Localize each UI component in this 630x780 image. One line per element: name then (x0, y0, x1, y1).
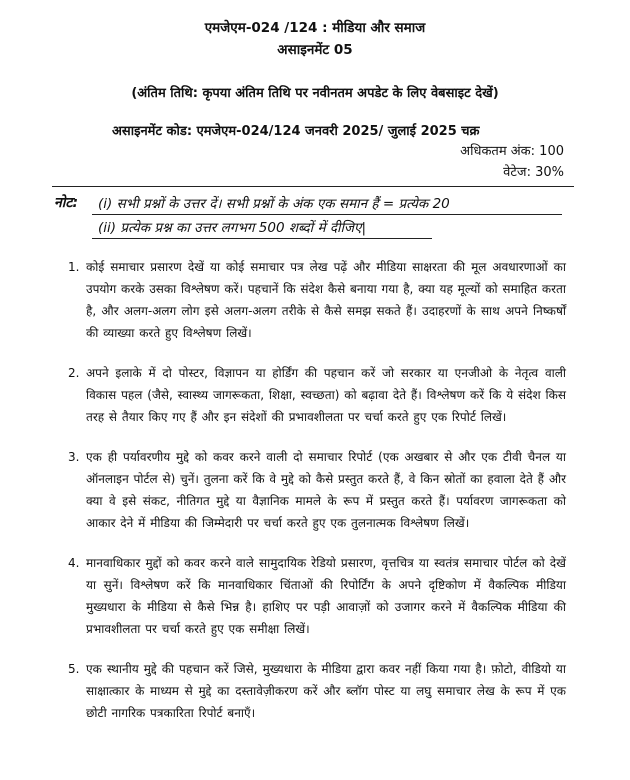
assignment-number: असाइनमेंट 05 (277, 42, 353, 58)
question-item-3 (68, 446, 566, 534)
note-label: नोट: (54, 195, 79, 211)
question-number: 2. (68, 366, 80, 380)
course-title: एमजेएम-024 /124 : मीडिया और समाज (204, 20, 426, 36)
deadline-note: (अंतिम तिथि: कृपया अंतिम तिथि पर नवीनतम अपडेट के लिए वेबसाइट देखें) (131, 86, 499, 101)
question-number: 5. (68, 662, 80, 676)
question-item-2 (68, 362, 566, 428)
question-list (68, 256, 566, 742)
note-underline-2 (92, 238, 432, 239)
question-text: मानवाधिकार मुद्दों को कवर करने वाले सामुदायिक रेडियो प्रसारण, वृत्तचित्र या स्वतंत्र समाचार पोर्टल को देखें या सुनें। विश्लेषण करें कि मानवाधिकार चिंताओं की रिपोर्टिंग के अपने दृष्टिकोण में वैकल्पिक मीडिया मुख्यधारा के मीडिया से कैसे भिन्न है। हाशिए पर पड़ी आवाज़ों को उजागर करने में वैकल्पिक मीडिया की प्रभावशीलता पर चर्चा करते हुए एक समीक्षा लिखें। (86, 556, 566, 636)
assignment-code: असाइनमेंट कोड: एमजेएम-024/124 जनवरी 2025/ जुलाई 2025 चक्र (112, 124, 480, 139)
weightage: वेटेज: 30% (503, 165, 564, 180)
divider-top (52, 186, 574, 187)
question-item-5 (68, 658, 566, 724)
question-number: 3. (68, 450, 80, 464)
question-text: एक स्थानीय मुद्दे की पहचान करें जिसे, मुख्यधारा के मीडिया द्वारा कवर नहीं किया गया है। फ़ोटो, वीडियो या साक्षात्कार के माध्यम से मुद्दे का दस्तावेज़ीकरण करें और ब्लॉग पोस्ट या लघु समाचार लेख के रूप में एक छोटी नागरिक पत्रकारिता रिपोर्ट बनाएँ। (86, 662, 566, 720)
note-underline-1 (92, 214, 562, 215)
question-number: 4. (68, 556, 80, 570)
question-number: 1. (68, 260, 80, 274)
note-line-2: (ii) प्रत्येक प्रश्न का उत्तर लगभग 500 शब्दों में दीजिए| (98, 220, 367, 236)
question-text: एक ही पर्यावरणीय मुद्दे को कवर करने वाली दो समाचार रिपोर्ट (एक अखबार से और एक टीवी चैनल या ऑनलाइन पोर्टल से) चुनें। तुलना करें कि वे मुद्दे को कैसे प्रस्तुत करते हैं, वे किन स्रोतों का हवाला देते हैं और क्या वे इसे संकट, नीतिगत मुद्दे या वैज्ञानिक मामले के रूप में प्रस्तुत करते हैं। पर्यावरण जागरूकता को आकार देने में मीडिया की जिम्मेदारी पर चर्चा करते हुए एक तुलनात्मक विश्लेषण लिखें। (86, 450, 566, 530)
max-marks: अधिकतम अंक: 100 (460, 144, 564, 159)
note-line-1: (i) सभी प्रश्नों के उत्तर दें। सभी प्रश्नों के अंक एक समान हैं = प्रत्येक 20 (98, 196, 450, 212)
question-item-4 (68, 552, 566, 640)
question-text: अपने इलाके में दो पोस्टर, विज्ञापन या होर्डिंग की पहचान करें जो सरकार या एनजीओ के नेतृत्व वाली विकास पहल (जैसे, स्वास्थ्य जागरूकता, शिक्षा, स्वच्छता) को बढ़ावा देते हैं। विश्लेषण करें कि ये संदेश किस तरह से तैयार किए गए हैं और इन संदेशों की प्रभावशीलता पर चर्चा करते हुए एक रिपोर्ट लिखें। (86, 366, 566, 424)
question-item-1 (68, 256, 566, 344)
question-text: कोई समाचार प्रसारण देखें या कोई समाचार पत्र लेख पढ़ें और मीडिया साक्षरता की मूल अवधारणाओं का उपयोग करके उसका विश्लेषण करें। पहचानें कि संदेश कैसे बनाया गया है, क्या यह मूल्यों को समाहित करता है, और अलग-अलग लोग इसे अलग-अलग तरीके से कैसे समझ सकते हैं। उदाहरणों के साथ अपने निष्कर्षों की व्याख्या करते हुए विश्लेषण लिखें। (86, 260, 566, 340)
